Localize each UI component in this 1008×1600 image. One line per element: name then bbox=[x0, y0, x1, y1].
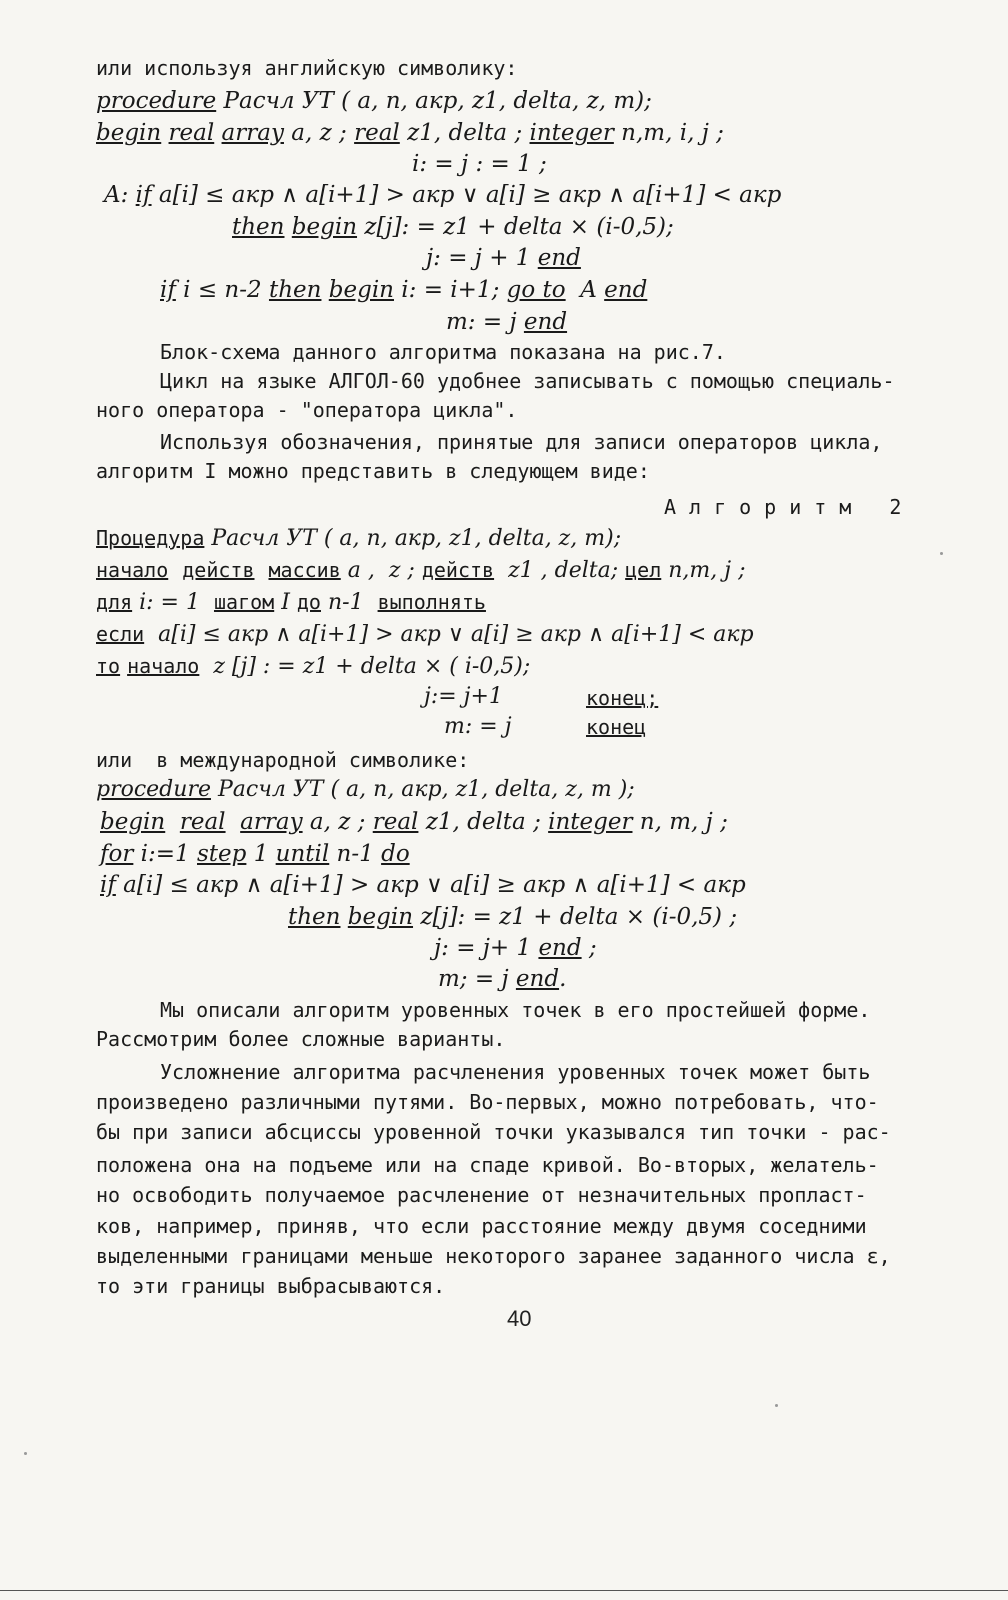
keyword: начало bbox=[127, 654, 200, 678]
ru-end-keyword: конец bbox=[586, 715, 647, 739]
page-bottom-rule bbox=[0, 1590, 1008, 1591]
code-text: i: = i+1; bbox=[394, 277, 507, 303]
code-text: a, z ; bbox=[302, 809, 373, 835]
keyword: array bbox=[221, 120, 284, 146]
intl-then-line bbox=[288, 903, 737, 931]
ru-loop-line bbox=[96, 588, 486, 617]
code-text: a , z ; bbox=[340, 558, 422, 583]
ru-procedure-line bbox=[96, 524, 621, 553]
code-text: a[i] ≤ акр ∧ a[i+1] > акр ∨ a[i] ≥ акр ∧ a[i+1] < акр bbox=[144, 622, 754, 647]
keyword: procedure bbox=[96, 88, 217, 114]
keyword: end bbox=[537, 245, 581, 271]
paragraph-line: Блок-схема данного алгоритма показана на рис.7. bbox=[160, 340, 726, 364]
scan-speck bbox=[940, 552, 943, 555]
keyword: then bbox=[288, 904, 341, 930]
keyword: real bbox=[179, 809, 226, 835]
paragraph-line: ного оператора - "оператора цикла". bbox=[96, 398, 518, 422]
keyword: real bbox=[372, 809, 419, 835]
paragraph-line: выделенными границами меньше некоторого заранее заданного числа ε, bbox=[96, 1244, 891, 1268]
keyword: array bbox=[240, 809, 303, 835]
code-text: n, m, j ; bbox=[632, 809, 728, 835]
algorithm-title: Алгоритм 2 bbox=[664, 495, 915, 519]
keyword: действ bbox=[421, 558, 495, 582]
intl-procedure-line bbox=[96, 776, 635, 804]
code-init-line: i: = j : = 1 ; bbox=[412, 151, 547, 177]
code-condition-line bbox=[104, 181, 781, 209]
code-text: m: = j bbox=[446, 309, 524, 335]
scan-speck bbox=[775, 1404, 778, 1407]
keyword: действ bbox=[182, 558, 255, 582]
keyword: if bbox=[160, 277, 176, 303]
code-text: I bbox=[274, 590, 297, 615]
paragraph-line: Мы описали алгоритм уровенных точек в его простейшей форме. bbox=[160, 998, 871, 1022]
ru-declaration-line bbox=[96, 556, 746, 585]
paragraph-line: Используя обозначения, принятые для записи операторов цикла, bbox=[160, 430, 883, 454]
ru-jinc: j:= j+1 bbox=[424, 684, 503, 709]
code-text: n-1 bbox=[329, 841, 382, 867]
keyword: end bbox=[523, 309, 568, 335]
code-text: i:=1 bbox=[133, 841, 197, 867]
code-text: a, z ; bbox=[283, 120, 355, 146]
code-text: 1 bbox=[246, 841, 276, 867]
code-text: Расчл УТ ( a, n, акр, z1, delta, z, m ); bbox=[210, 777, 635, 802]
code-text: i: = 1 bbox=[132, 590, 214, 615]
keyword: go to bbox=[506, 277, 566, 303]
keyword: до bbox=[296, 590, 321, 614]
keyword: начало bbox=[96, 558, 169, 582]
intl-loop-line bbox=[100, 840, 410, 868]
ru-end-keyword: конец; bbox=[586, 686, 659, 710]
keyword: integer bbox=[529, 120, 614, 146]
scan-speck bbox=[24, 1452, 27, 1455]
code-text: z1 , delta; bbox=[494, 558, 626, 583]
code-text: a[i] ≤ акр ∧ a[i+1] > акр ∨ a[i] ≥ акр ∧ a[i+1] < акр bbox=[115, 872, 746, 898]
page-number: 40 bbox=[507, 1306, 532, 1331]
code-if2-line bbox=[160, 276, 647, 304]
keyword: цел bbox=[625, 558, 662, 582]
code-m-line bbox=[446, 308, 567, 336]
keyword: то bbox=[96, 654, 121, 678]
keyword: шагом bbox=[213, 590, 275, 614]
keyword: если bbox=[96, 622, 145, 646]
keyword: begin bbox=[96, 120, 162, 146]
intl-jinc-line bbox=[434, 934, 597, 962]
code-text: . bbox=[559, 966, 567, 992]
paragraph-line: Рассмотрим более сложные варианты. bbox=[96, 1027, 506, 1051]
code-procedure-line bbox=[96, 87, 652, 115]
keyword: then bbox=[268, 277, 322, 303]
keyword: выполнять bbox=[377, 590, 486, 614]
keyword: for bbox=[100, 841, 134, 867]
keyword: массив bbox=[268, 558, 341, 582]
code-text: ; bbox=[581, 935, 597, 961]
keyword: step bbox=[197, 841, 247, 867]
paragraph-line: но освободить получаемое расчленение от незначительных пропласт- bbox=[96, 1183, 867, 1207]
keyword: begin bbox=[347, 904, 414, 930]
code-text: m; = j bbox=[438, 966, 516, 992]
keyword: для bbox=[96, 590, 133, 614]
ru-m-assign: m: = j bbox=[444, 714, 512, 739]
keyword: until bbox=[275, 841, 330, 867]
ru-if-line bbox=[96, 620, 754, 649]
code-text: A bbox=[565, 277, 605, 303]
keyword: end bbox=[538, 935, 582, 961]
code-text: n,m, i, j ; bbox=[613, 120, 724, 146]
code-text: n,m, j ; bbox=[661, 558, 746, 583]
code-text: z[j]: = z1 + delta × (i-0,5); bbox=[357, 214, 674, 240]
keyword: end bbox=[515, 966, 560, 992]
paragraph-line: то эти границы выбрасываются. bbox=[96, 1274, 446, 1298]
keyword: procedure bbox=[96, 777, 211, 802]
code-text: j: = j + 1 bbox=[426, 245, 538, 271]
code-text: z[j]: = z1 + delta × (i-0,5) ; bbox=[413, 904, 738, 930]
intl-m-line bbox=[438, 965, 566, 993]
paragraph-line: ков, например, приняв, что если расстояние между двумя соседними bbox=[96, 1214, 867, 1238]
paragraph-line: бы при записи абсциссы уровенной точки указывался тип точки - рас- bbox=[96, 1120, 891, 1144]
code-text: n-1 bbox=[320, 590, 378, 615]
code-jinc-line bbox=[426, 244, 581, 272]
keyword: real bbox=[354, 120, 400, 146]
code-text: Расчл УТ ( a, n, акр, z1, delta, z, m); bbox=[204, 526, 622, 551]
ru-then-line bbox=[96, 652, 530, 681]
intro-line: или используя английскую символику: bbox=[96, 56, 518, 80]
keyword: do bbox=[381, 841, 410, 867]
keyword: end bbox=[604, 277, 648, 303]
paragraph-line: произведено различными путями. Во-первых, можно потребовать, что- bbox=[96, 1090, 879, 1114]
keyword: integer bbox=[548, 809, 633, 835]
keyword: begin bbox=[328, 277, 394, 303]
keyword: Процедура bbox=[96, 526, 205, 550]
code-declaration-line bbox=[96, 119, 724, 147]
code-text: i ≤ n-2 bbox=[175, 277, 269, 303]
paragraph-line: Усложнение алгоритма расчленения уровенных точек может быть bbox=[160, 1060, 871, 1084]
intl-if-line bbox=[100, 871, 746, 899]
intro-line: или в международной символике: bbox=[96, 748, 470, 772]
code-text: z1, delta ; bbox=[399, 120, 530, 146]
keyword: begin bbox=[100, 809, 166, 835]
paragraph-line: Цикл на языке АЛГОЛ-60 удобнее записывать с помощью специаль- bbox=[160, 369, 895, 393]
intl-declaration-line bbox=[100, 808, 728, 836]
paragraph-line: алгоритм I можно представить в следующем виде: bbox=[96, 459, 650, 483]
keyword: if bbox=[135, 182, 152, 208]
code-text: Расчл УТ ( a, n, акр, z1, delta, z, m); bbox=[216, 88, 652, 114]
code-text: a[i] ≤ акр ∧ a[i+1] > акр ∨ a[i] ≥ акр ∧ a[i+1] < акр bbox=[151, 182, 782, 208]
keyword: real bbox=[168, 120, 215, 146]
code-then-line bbox=[232, 213, 674, 241]
code-text: j: = j+ 1 bbox=[434, 935, 539, 961]
keyword: then bbox=[232, 214, 285, 240]
paragraph-line: положена она на подъеме или на спаде кривой. Во-вторых, желатель- bbox=[96, 1153, 879, 1177]
code-text: z1, delta ; bbox=[418, 809, 549, 835]
keyword: begin bbox=[291, 214, 358, 240]
keyword: if bbox=[100, 872, 116, 898]
code-text: A: bbox=[104, 182, 136, 208]
code-text: z [j] : = z1 + delta × ( i-0,5); bbox=[199, 654, 531, 679]
